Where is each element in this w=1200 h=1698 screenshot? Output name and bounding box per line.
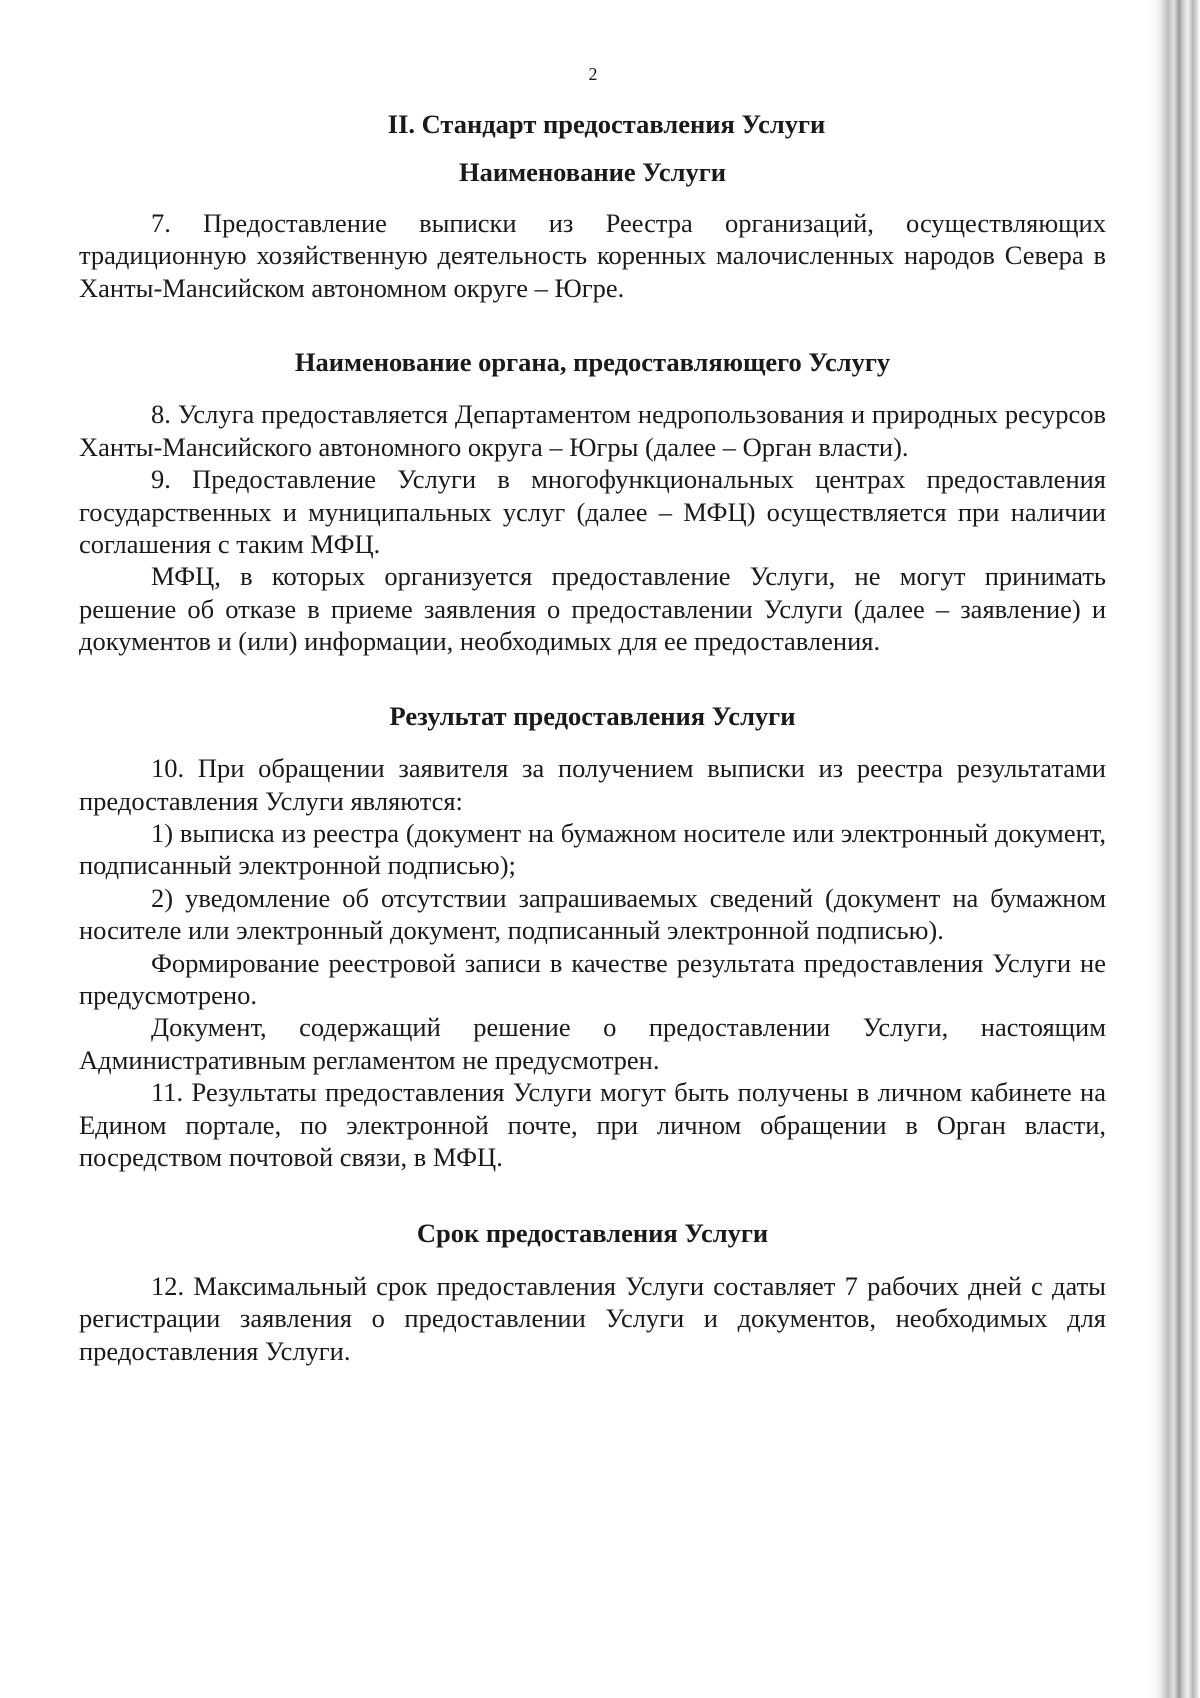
paragraph-10-item-1: 1) выписка из реестра (документ на бумажном носителе или электронный документ, подписанный электронной подписью);: [79, 817, 1106, 881]
paragraph-12: 12. Максимальный срок предоставления Услуги составляет 7 рабочих дней с даты регистрации заявления о предоставлении Услуги и документов, необходимых для предоставления Услуги.: [79, 1270, 1106, 1366]
paragraph-10: 10. При обращении заявителя за получением выписки из реестра результатами предоставления Услуги являются:: [79, 753, 1106, 816]
paragraph-8: 8. Услуга предоставляется Департаментом недропользования и природных ресурсов Ханты-Мансийского автономного округа – Югры (далее – Орган власти).: [79, 399, 1106, 462]
paragraph-mfc: МФЦ, в которых организуется предоставление Услуги, не могут принимать решение об отказе в приеме заявления о предоставлении Услуги (далее – заявление) и документов и (или) информации, необходимых для ее предоставления.: [79, 561, 1106, 657]
heading-service-name: Наименование Услуги: [458, 157, 727, 188]
section-result: [79, 700, 1106, 1174]
page-number: 2: [588, 64, 598, 84]
section-term: [79, 1217, 1106, 1367]
heading-result: Результат предоставления Услуги: [389, 700, 796, 731]
paragraph-7: 7. Предоставление выписки из Реестра организаций, осуществляющих традиционную хозяйственную деятельность коренных малочисленных народов Севера в Ханты-Мансийском автономном округе – Югре.: [79, 207, 1106, 303]
paragraph-10-item-2: 2) уведомление об отсутствии запрашиваемых сведений (документ на бумажном носителе или электронный документ, подписанный электронной подписью).: [79, 882, 1106, 946]
document-body: [79, 108, 1106, 1367]
section-service-name: [79, 156, 1106, 304]
section-providing-body: [79, 346, 1106, 658]
heading-providing-body: Наименование органа, предоставляющего Услугу: [294, 347, 891, 378]
paragraph-11: 11. Результаты предоставления Услуги могут быть получены в личном кабинете на Едином портале, по электронной почте, при личном обращении в Орган власти, посредством почтовой связи, в МФЦ.: [79, 1077, 1106, 1172]
paragraph-9: 9. Предоставление Услуги в многофункциональных центрах предоставления государственных и муниципальных услуг (далее – МФЦ) осуществляется при наличии соглашения с таким МФЦ.: [79, 464, 1106, 560]
paragraph-decision-document: Документ, содержащий решение о предоставлении Услуги, настоящим Административным регламентом не предусмотрен.: [79, 1012, 1106, 1075]
section-title: II. Стандарт предоставления Услуги: [387, 109, 826, 139]
heading-term: Срок предоставления Услуги: [416, 1218, 769, 1249]
scan-edge-shadow: [1148, 0, 1200, 1698]
paragraph-registry-record: Формирование реестровой записи в качестве результата предоставления Услуги не предусмотрено.: [79, 947, 1106, 1010]
